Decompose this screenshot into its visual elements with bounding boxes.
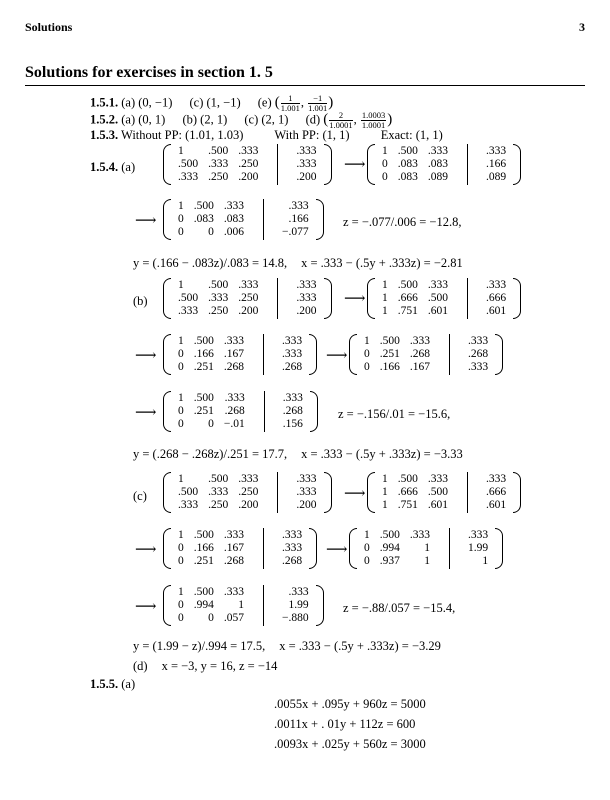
arrow: ⟶ [135,213,157,229]
matrix-entry: .333 [486,145,507,157]
left-bracket [367,278,375,319]
matrix-entry: .500 [427,486,448,498]
matrix-entry: .251 [193,405,214,417]
matrix-entry: .166 [379,361,400,373]
matrix-entry: .167 [409,361,430,373]
matrix-entry: 0 [364,348,370,360]
matrix-entry: .083 [397,158,418,170]
matrix-entry: .250 [238,158,259,170]
matrix-entry: .083 [427,158,448,170]
right-bracket [316,585,324,626]
matrix-entry: 1 [382,279,388,291]
matrix-entry: 1 [238,599,244,611]
left-bracket [349,334,357,375]
matrix-entry: .083 [223,213,244,225]
matrix-entry: 0 [364,542,370,554]
matrix-entry: .937 [379,555,400,567]
matrix-entry: .333 [282,348,303,360]
matrix-entry: .333 [224,392,245,404]
arrow: ⟶ [344,157,366,173]
matrix-entry: .333 [238,145,259,157]
matrix-entry: 1 [178,473,184,485]
exercise-label: 1.5.2. [90,112,119,127]
matrix-entry: .333 [296,486,317,498]
matrix-entry: −.880 [282,612,309,624]
matrix-entry: .251 [193,361,214,373]
left-bracket [163,334,171,375]
matrix-entry: 0 [364,555,370,567]
matrix-entry: .666 [486,292,507,304]
matrix-entry: 0 [178,612,184,624]
augmented-matrix [163,278,332,319]
matrix-entry: 1 [382,473,388,485]
arrow: ⟶ [135,348,157,364]
exercise-1-5-1: 1.5.1. (a) (0, −1) (c) (1, −1) (e) ( $\frac{1}{1.001}$ , $\frac{-1}{1.001}$ ) [90,93,334,113]
matrix-entry: 1 [178,529,184,541]
matrix-entry: .333 [427,473,448,485]
matrix-entry: .333 [238,279,259,291]
matrix-entry: .268 [223,361,244,373]
matrix-entry: .333 [486,279,507,291]
right-bracket [513,472,521,513]
matrix-entry: .333 [296,292,317,304]
augmented-matrix [163,528,317,569]
matrix-entry: 0 [382,171,388,183]
left-bracket [163,199,171,240]
augmented-matrix [163,585,324,626]
matrix-entry: .601 [486,499,507,511]
augmented-matrix [163,144,332,185]
matrix-entry: .083 [193,213,214,225]
system-equation: .0055x + .095y + 960z = 5000 [274,697,426,711]
matrix-entry: .268 [224,405,245,417]
right-bracket [324,278,332,319]
exercise-1-5-5: 1.5.5. (a) [90,677,136,691]
matrix-entry: 0 [178,542,184,554]
matrix-entry: .333 [409,335,430,347]
matrix-entry: 0 [178,226,184,238]
matrix-entry: .333 [296,145,317,157]
right-bracket [513,144,521,185]
matrix-entry: .500 [208,473,229,485]
matrix-entry: .251 [193,555,214,567]
matrix-entry: 1 [178,586,184,598]
matrix-entry: .333 [208,158,229,170]
matrix-entry: .500 [379,335,400,347]
matrix-entry: .166 [288,213,309,225]
matrix-entry: .333 [427,145,448,157]
matrix-entry: .200 [238,305,259,317]
exercise-label: 1.5.3. [90,128,119,142]
matrix-entry: .500 [193,335,214,347]
matrix-entry: .166 [486,158,507,170]
equation-z-b: z = −.156/.01 = −15.6, [338,407,451,421]
left-bracket [163,144,171,185]
matrix-entry: .268 [409,348,430,360]
part-c-label: (c) [133,489,147,503]
equation-yx-a: y = (.166 − .083z)/.083 = 14.8, x = .333 − (.5y + .333z) = −2.81 [133,256,463,270]
left-bracket [367,144,375,185]
running-header: Solutions [25,20,73,34]
part-d-result: (d) x = −3, y = 16, z = −14 [133,659,278,673]
matrix-entry: .500 [178,292,199,304]
matrix-entry: .268 [223,555,244,567]
page-number: 3 [579,20,585,34]
matrix-entry: .166 [193,348,214,360]
matrix-entry: .166 [193,542,214,554]
matrix-entry: .333 [468,361,489,373]
arrow: ⟶ [135,405,157,421]
matrix-entry: .333 [223,335,244,347]
matrix-entry: .500 [193,392,214,404]
matrix-entry: .268 [282,405,303,417]
matrix-entry: 0 [178,555,184,567]
left-bracket [367,472,375,513]
matrix-entry: .333 [178,499,199,511]
matrix-entry: 1 [382,305,388,317]
matrix-entry: .601 [486,305,507,317]
matrix-entry: .500 [379,529,400,541]
matrix-entry: 0 [178,405,184,417]
matrix-entry: .500 [193,200,214,212]
arrow: ⟶ [326,348,348,364]
matrix-entry: .268 [468,348,489,360]
matrix-entry: .200 [238,499,259,511]
arrow: ⟶ [135,542,157,558]
augmented-matrix [367,472,521,513]
matrix-entry: .333 [296,473,317,485]
matrix-entry: .006 [223,226,244,238]
matrix-entry: .089 [427,171,448,183]
matrix-entry: 0 [364,361,370,373]
matrix-entry: .333 [288,200,309,212]
matrix-entry: −.077 [282,226,309,238]
right-bracket [324,472,332,513]
right-bracket [324,144,332,185]
matrix-entry: 1.99 [468,542,489,554]
matrix-entry: .250 [238,292,259,304]
matrix-entry: .601 [427,499,448,511]
matrix-entry: .057 [223,612,244,624]
part-b-label: (b) [133,294,148,308]
matrix-entry: .200 [238,171,259,183]
matrix-entry: .994 [193,599,214,611]
arrow: ⟶ [135,599,157,615]
augmented-matrix [367,278,521,319]
matrix-entry: 1 [178,145,184,157]
matrix-entry: .268 [282,361,303,373]
matrix-entry: 0 [382,158,388,170]
matrix-entry: .250 [208,499,229,511]
matrix-entry: .333 [208,486,229,498]
matrix-entry: .333 [178,171,199,183]
left-bracket [163,278,171,319]
exercise-1-5-3: 1.5.3. Without PP: (1.01, 1.03) With PP: (1, 1) Exact: (1, 1) [90,128,443,142]
exercise-label: 1.5.1. [90,95,119,110]
matrix-entry: 1 [382,486,388,498]
matrix-entry: 1 [424,555,430,567]
matrix-entry: .500 [193,586,214,598]
augmented-matrix [163,391,318,432]
matrix-entry: 0 [178,348,184,360]
matrix-entry: .333 [468,529,489,541]
matrix-entry: .500 [178,158,199,170]
matrix-entry: .751 [397,499,418,511]
augmented-matrix [163,199,324,240]
matrix-entry: 1 [178,392,184,404]
matrix-entry: .333 [296,279,317,291]
matrix-entry: 0 [178,361,184,373]
matrix-entry: .333 [238,473,259,485]
right-bracket [309,528,317,569]
matrix-entry: .083 [397,171,418,183]
left-bracket [163,391,171,432]
arrow: ⟶ [344,291,366,307]
equation-yx-c: y = (1.99 − z)/.994 = 17.5, x = .333 − (.5y + .333z) = −3.29 [133,639,441,653]
matrix-entry: 1 [424,542,430,554]
right-bracket [309,334,317,375]
matrix-entry: .250 [208,171,229,183]
matrix-entry: .500 [427,292,448,304]
matrix-entry: .500 [208,145,229,157]
matrix-entry: 1 [178,279,184,291]
augmented-matrix [163,472,332,513]
matrix-entry: .333 [282,392,303,404]
matrix-entry: .268 [282,555,303,567]
matrix-entry: .333 [223,200,244,212]
matrix-entry: 0 [208,612,214,624]
matrix-entry: 0 [178,599,184,611]
matrix-entry: 0 [208,226,214,238]
augmented-matrix [163,334,317,375]
system-equation: .0011x + . 01y + 112z = 600 [274,717,416,731]
matrix-entry: .333 [486,473,507,485]
matrix-entry: .333 [282,529,303,541]
left-bracket [163,585,171,626]
matrix-entry: .500 [397,279,418,291]
matrix-entry: .200 [296,305,317,317]
matrix-entry: 1 [364,335,370,347]
right-bracket [316,199,324,240]
section-title: Solutions for exercises in section 1. 5 [25,64,273,81]
matrix-entry: .250 [238,486,259,498]
matrix-entry: 1.99 [288,599,309,611]
matrix-entry: .167 [223,348,244,360]
matrix-entry: .666 [486,486,507,498]
matrix-entry: .200 [296,499,317,511]
matrix-entry: .666 [397,292,418,304]
matrix-entry: .601 [427,305,448,317]
matrix-entry: 1 [382,145,388,157]
matrix-entry: .333 [178,305,199,317]
matrix-entry: .156 [282,418,303,430]
augmented-matrix [349,334,503,375]
matrix-entry: .333 [296,158,317,170]
matrix-entry: .251 [379,348,400,360]
matrix-entry: .089 [486,171,507,183]
matrix-entry: .200 [296,171,317,183]
matrix-entry: .500 [193,529,214,541]
matrix-entry: 1 [382,292,388,304]
matrix-entry: .333 [223,529,244,541]
matrix-entry: .333 [409,529,430,541]
matrix-entry: .167 [223,542,244,554]
exercise-1-5-2: 1.5.2. (a) (0, 1) (b) (2, 1) (c) (2, 1) (d) ( $\frac{2}{1.0001}$ , $\frac{1.0003}{1.0001}$ ) [90,110,393,130]
matrix-entry: 0 [178,213,184,225]
equation-z-c: z = −.88/.057 = −15.4, [343,601,456,615]
matrix-entry: 0 [208,418,214,430]
arrow: ⟶ [326,542,348,558]
left-bracket [349,528,357,569]
augmented-matrix [367,144,521,185]
matrix-entry: .333 [223,586,244,598]
matrix-entry: 1 [364,529,370,541]
matrix-entry: 1 [178,335,184,347]
equation-z-a: z = −.077/.006 = −12.8, [343,215,462,229]
matrix-entry: .994 [379,542,400,554]
right-bracket [495,334,503,375]
system-equation: .0093x + .025y + 560z = 3000 [274,737,426,751]
matrix-entry: 0 [178,418,184,430]
matrix-entry: −.01 [223,418,245,430]
matrix-entry: .333 [282,335,303,347]
right-bracket [513,278,521,319]
exercise-1-5-4-label: 1.5.4. (a) [90,160,136,174]
matrix-entry: 1 [482,555,489,567]
matrix-entry: 1 [382,499,388,511]
matrix-entry: .500 [397,145,418,157]
right-bracket [310,391,318,432]
matrix-entry: .333 [282,542,303,554]
matrix-entry: .666 [397,486,418,498]
matrix-entry: .250 [208,305,229,317]
matrix-entry: .333 [208,292,229,304]
equation-yx-b: y = (.268 − .268z)/.251 = 17.7, x = .333 − (.5y + .333z) = −3.33 [133,447,463,461]
matrix-entry: .333 [288,586,309,598]
matrix-entry: .751 [397,305,418,317]
title-rule [25,85,585,86]
matrix-entry: .333 [427,279,448,291]
matrix-entry: .333 [468,335,489,347]
left-bracket [163,528,171,569]
right-bracket [495,528,503,569]
matrix-entry: 1 [178,200,184,212]
arrow: ⟶ [344,486,366,502]
matrix-entry: .500 [178,486,199,498]
augmented-matrix [349,528,503,569]
left-bracket [163,472,171,513]
matrix-entry: .500 [397,473,418,485]
matrix-entry: .500 [208,279,229,291]
